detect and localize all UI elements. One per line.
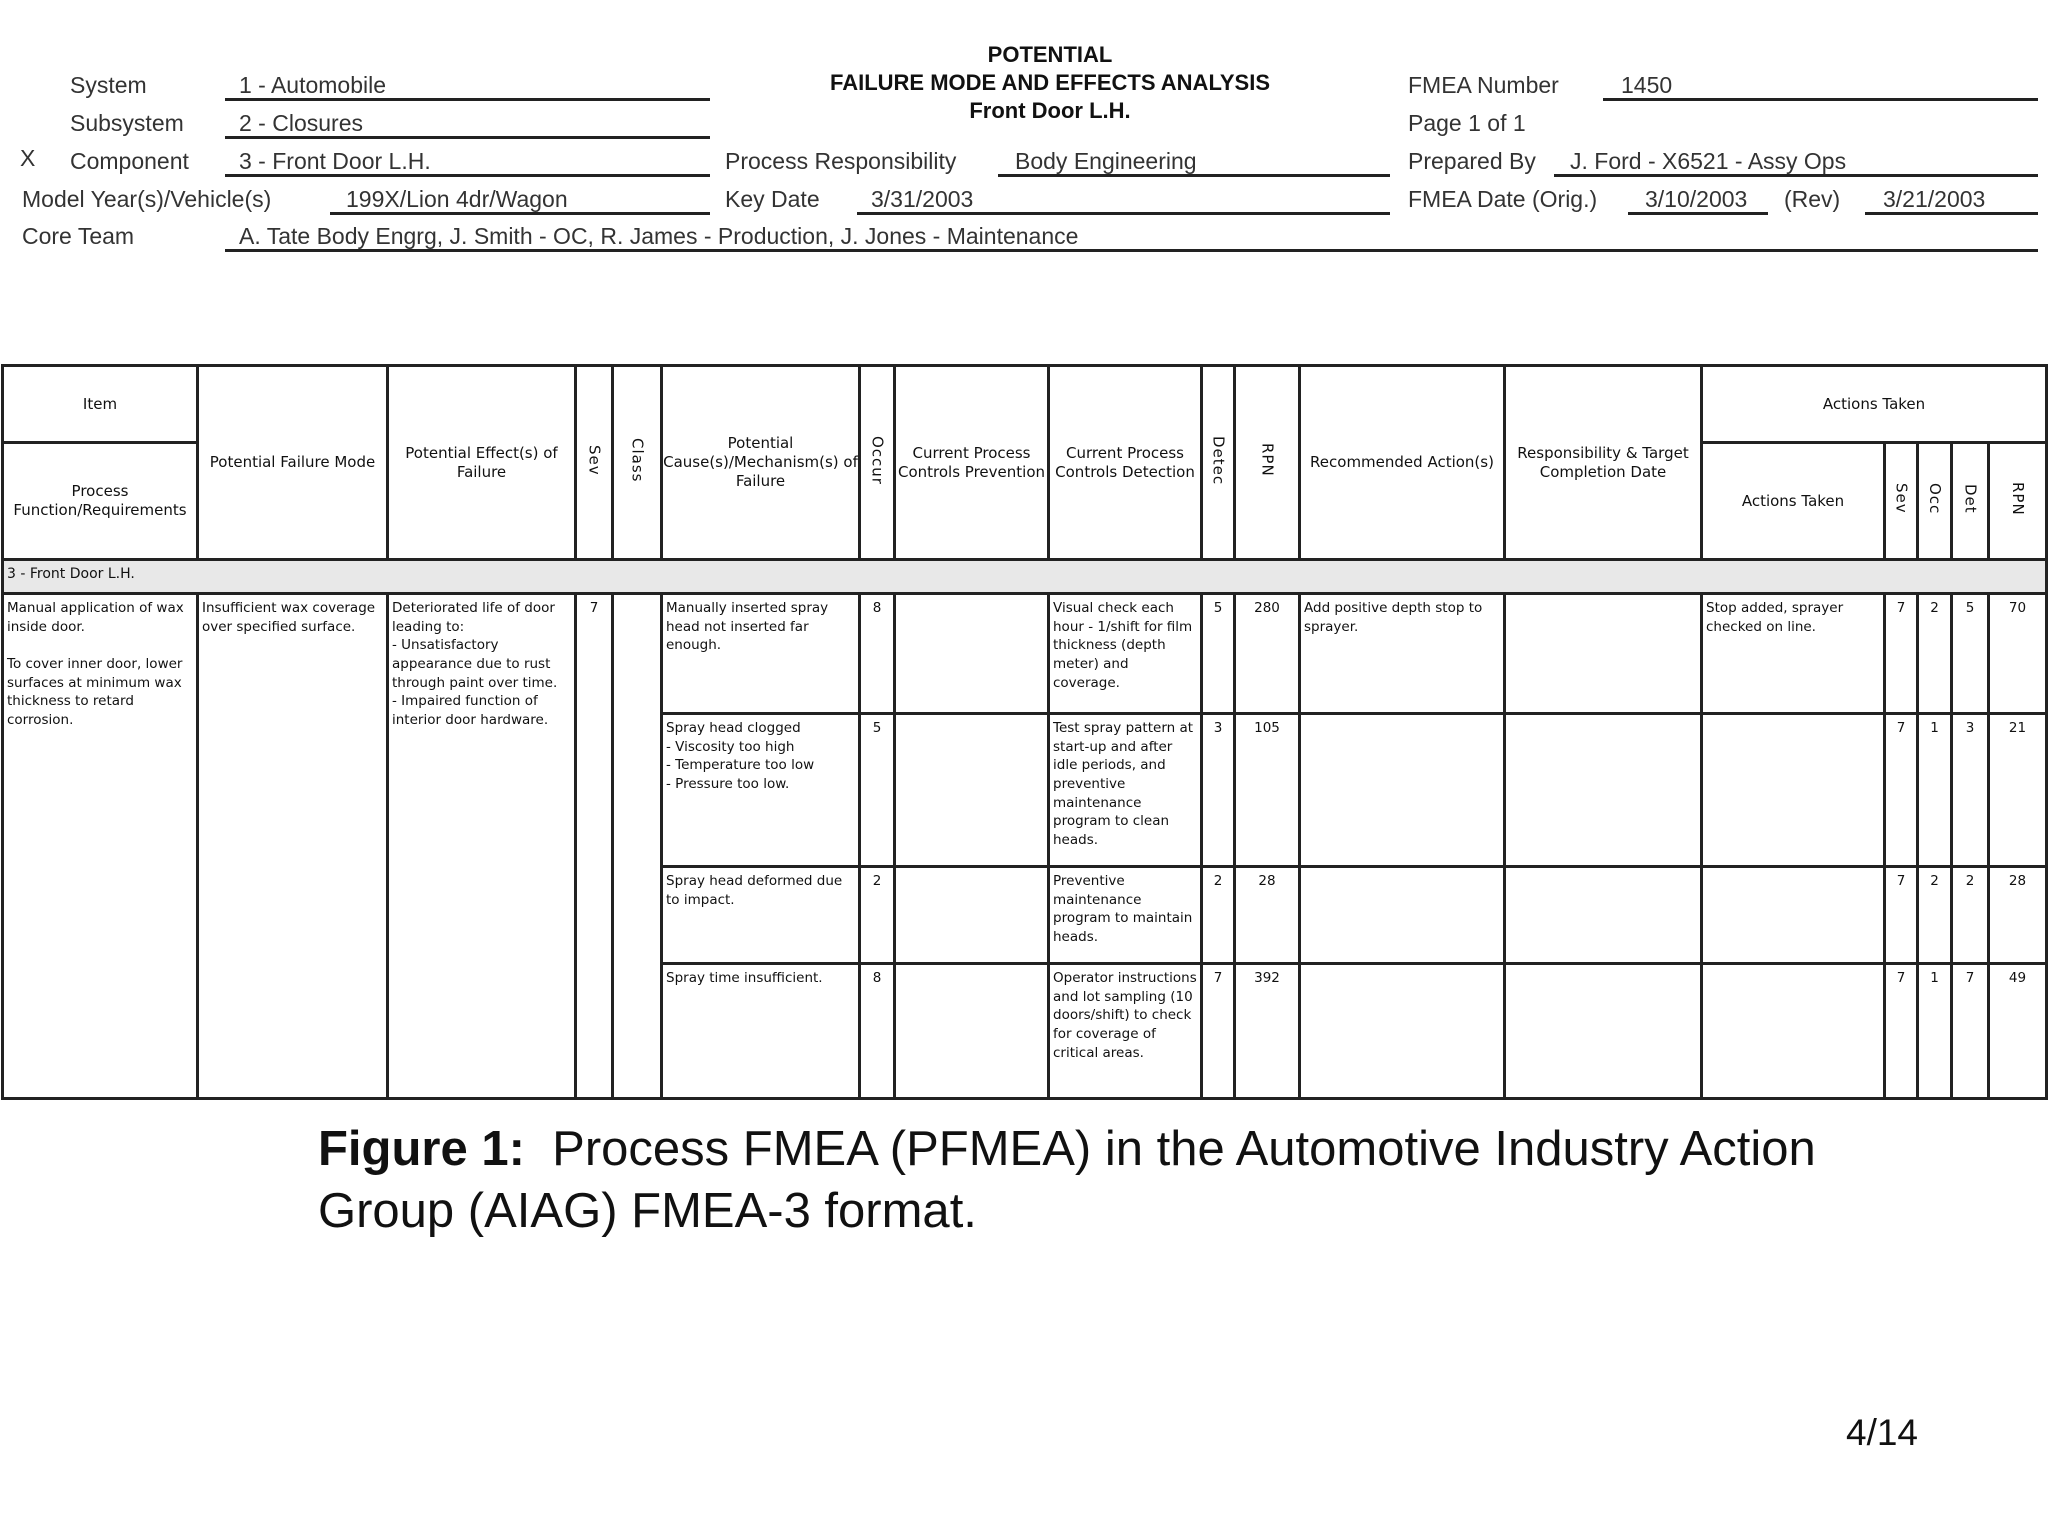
new-rpn-cell: 70	[1989, 594, 2047, 714]
detec-header-text: Detec	[1209, 435, 1228, 485]
process-responsibility-value: Body Engineering	[1015, 148, 1197, 174]
key-date-value: 3/31/2003	[871, 186, 974, 212]
fmea-table	[1, 364, 2048, 1100]
prepared-by-value: J. Ford - X6521 - Assy Ops	[1570, 148, 1847, 174]
figure-caption	[318, 1118, 1818, 1242]
process-function-cell: Manual application of wax inside door. To cover inner door, lower surfaces at minimum wax thickness to retard corrosion.	[3, 594, 198, 1099]
action-taken-cell	[1702, 867, 1885, 964]
system-label: System	[70, 72, 147, 98]
detection-cell: Visual check each hour - 1/shift for film thickness (depth meter) and coverage.	[1049, 594, 1202, 714]
action-taken-cell: Stop added, sprayer checked on line.	[1702, 594, 1885, 714]
rpn-cell: 392	[1235, 964, 1300, 1099]
sev-header-text: Sev	[585, 444, 604, 476]
detec-cell: 2	[1202, 867, 1235, 964]
responsibility-cell	[1505, 714, 1702, 867]
key-date-underline	[857, 212, 1390, 215]
new-sev-cell: 7	[1885, 964, 1918, 1099]
new-rpn-cell: 21	[1989, 714, 2047, 867]
severity-cell: 7	[576, 594, 613, 1099]
occur-cell: 8	[860, 964, 895, 1099]
table-row	[3, 594, 2047, 714]
fmea-date-rev-underline	[1865, 212, 2038, 215]
col-header-class	[613, 366, 662, 560]
fmea-number-value: 1450	[1621, 72, 1673, 98]
system-underline	[225, 98, 710, 101]
rev-label: (Rev)	[1784, 186, 1841, 212]
new-det-header-text: Det	[1961, 483, 1980, 514]
col-header-recommended: Recommended Action(s)	[1300, 366, 1505, 560]
recommended-cell	[1300, 867, 1505, 964]
col-header-new-rpn	[1989, 443, 2047, 560]
new-occ-cell: 1	[1918, 964, 1952, 1099]
model-value: 199X/Lion 4dr/Wagon	[346, 186, 568, 212]
recommended-cell	[1300, 714, 1505, 867]
action-taken-cell	[1702, 964, 1885, 1099]
responsibility-cell	[1505, 867, 1702, 964]
detec-cell: 3	[1202, 714, 1235, 867]
col-header-new-sev	[1885, 443, 1918, 560]
new-rpn-header-text: RPN	[2008, 481, 2027, 516]
detec-cell: 7	[1202, 964, 1235, 1099]
new-occ-header-text: Occ	[1925, 482, 1944, 515]
fmea-date-label: FMEA Date (Orig.)	[1408, 186, 1598, 212]
key-date-label: Key Date	[725, 186, 820, 212]
new-sev-cell: 7	[1885, 867, 1918, 964]
new-occ-cell: 2	[1918, 594, 1952, 714]
detection-cell: Operator instructions and lot sampling (10 doors/shift) to check for coverage of critical areas.	[1049, 964, 1202, 1099]
recommended-cell	[1300, 964, 1505, 1099]
component-value: 3 - Front Door L.H.	[239, 148, 431, 174]
core-team-value: A. Tate Body Engrg, J. Smith - OC, R. James - Production, J. Jones - Maintenance	[239, 223, 1079, 249]
prevention-cell	[895, 594, 1049, 714]
new-sev-header-text: Sev	[1892, 483, 1911, 514]
section-label: 3 - Front Door L.H.	[3, 560, 2047, 594]
detection-cell: Preventive maintenance program to maintain heads.	[1049, 867, 1202, 964]
form-title-line-3: Front Door L.H.	[969, 98, 1131, 123]
core-team-label: Core Team	[22, 223, 135, 249]
col-header-detection: Current Process Controls Detection	[1049, 366, 1202, 560]
page-indicator: Page 1 of 1	[1408, 110, 1526, 136]
col-header-detec	[1202, 366, 1235, 560]
new-det-cell: 7	[1952, 964, 1989, 1099]
new-sev-cell: 7	[1885, 594, 1918, 714]
col-header-responsibility: Responsibility & Target Completion Date	[1505, 366, 1702, 560]
new-det-cell: 2	[1952, 867, 1989, 964]
fmea-date-orig-value: 3/10/2003	[1645, 186, 1748, 212]
col-header-actions-taken-group: Actions Taken	[1702, 366, 2047, 443]
col-header-failure-mode: Potential Failure Mode	[198, 366, 388, 560]
figure-caption-text: Process FMEA (PFMEA) in the Automotive Industry Action Group (AIAG) FMEA-3 format.	[318, 1122, 1816, 1238]
col-header-new-det	[1952, 443, 1989, 560]
figure-caption-label: Figure 1:	[318, 1122, 525, 1176]
cause-cell: Spray time insufficient.	[662, 964, 860, 1099]
prevention-cell	[895, 714, 1049, 867]
model-label: Model Year(s)/Vehicle(s)	[22, 186, 272, 212]
effects-cell: Deteriorated life of door leading to: - Unsatisfactory appearance due to rust through paint over time. - Impaired function of interior door hardware.	[388, 594, 576, 1099]
header-row-1	[3, 366, 2047, 443]
col-header-rpn	[1235, 366, 1300, 560]
col-header-new-occ	[1918, 443, 1952, 560]
form-title-line-1: POTENTIAL	[987, 42, 1113, 67]
responsibility-cell	[1505, 594, 1702, 714]
new-occ-cell: 2	[1918, 867, 1952, 964]
new-sev-cell: 7	[1885, 714, 1918, 867]
col-header-causes: Potential Cause(s)/Mechanism(s) of Failure	[662, 366, 860, 560]
prepared-by-label: Prepared By	[1408, 148, 1536, 174]
process-responsibility-label: Process Responsibility	[725, 148, 957, 174]
new-rpn-cell: 28	[1989, 867, 2047, 964]
cause-cell: Spray head clogged - Viscosity too high - Temperature too low - Pressure too low.	[662, 714, 860, 867]
failure-mode-cell: Insufficient wax coverage over specified surface.	[198, 594, 388, 1099]
section-row	[3, 560, 2047, 594]
occur-header-text: Occur	[868, 435, 887, 485]
occur-cell: 2	[860, 867, 895, 964]
detec-cell: 5	[1202, 594, 1235, 714]
new-occ-cell: 1	[1918, 714, 1952, 867]
col-header-actions-taken: Actions Taken	[1702, 443, 1885, 560]
subsystem-value: 2 - Closures	[239, 110, 363, 136]
fmea-number-underline	[1603, 98, 2038, 101]
model-underline	[330, 212, 710, 215]
rpn-cell: 280	[1235, 594, 1300, 714]
subsystem-label: Subsystem	[70, 110, 184, 136]
col-header-sev	[576, 366, 613, 560]
col-header-occur	[860, 366, 895, 560]
responsibility-cell	[1505, 964, 1702, 1099]
core-team-underline	[225, 249, 2038, 252]
action-taken-cell	[1702, 714, 1885, 867]
rpn-header-text: RPN	[1258, 443, 1277, 477]
recommended-cell: Add positive depth stop to sprayer.	[1300, 594, 1505, 714]
component-mark: X	[20, 145, 36, 171]
component-label: Component	[70, 148, 189, 174]
occur-cell: 8	[860, 594, 895, 714]
slide-page-number: 4/14	[1846, 1412, 1919, 1453]
rpn-cell: 28	[1235, 867, 1300, 964]
col-header-effects: Potential Effect(s) of Failure	[388, 366, 576, 560]
rpn-cell: 105	[1235, 714, 1300, 867]
class-cell	[613, 594, 662, 1099]
occur-cell: 5	[860, 714, 895, 867]
new-det-cell: 3	[1952, 714, 1989, 867]
detection-cell: Test spray pattern at start-up and after idle periods, and preventive maintenance program to clean heads.	[1049, 714, 1202, 867]
new-det-cell: 5	[1952, 594, 1989, 714]
fmea-date-orig-underline	[1628, 212, 1768, 215]
fmea-number-label: FMEA Number	[1408, 72, 1559, 98]
system-value: 1 - Automobile	[239, 72, 387, 98]
prevention-cell	[895, 964, 1049, 1099]
subsystem-underline	[225, 136, 710, 139]
new-rpn-cell: 49	[1989, 964, 2047, 1099]
prepared-by-underline	[1554, 174, 2038, 177]
process-responsibility-underline	[998, 174, 1390, 177]
fmea-date-rev-value: 3/21/2003	[1883, 186, 1986, 212]
form-title-line-2: FAILURE MODE AND EFFECTS ANALYSIS	[829, 70, 1271, 95]
prevention-cell	[895, 867, 1049, 964]
cause-cell: Manually inserted spray head not inserted far enough.	[662, 594, 860, 714]
cause-cell: Spray head deformed due to impact.	[662, 867, 860, 964]
component-underline	[225, 174, 710, 177]
col-header-item: Item	[3, 366, 198, 443]
class-header-text: Class	[628, 437, 647, 483]
col-header-prevention: Current Process Controls Prevention	[895, 366, 1049, 560]
col-header-process-function: Process Function/Requirements	[3, 443, 198, 560]
